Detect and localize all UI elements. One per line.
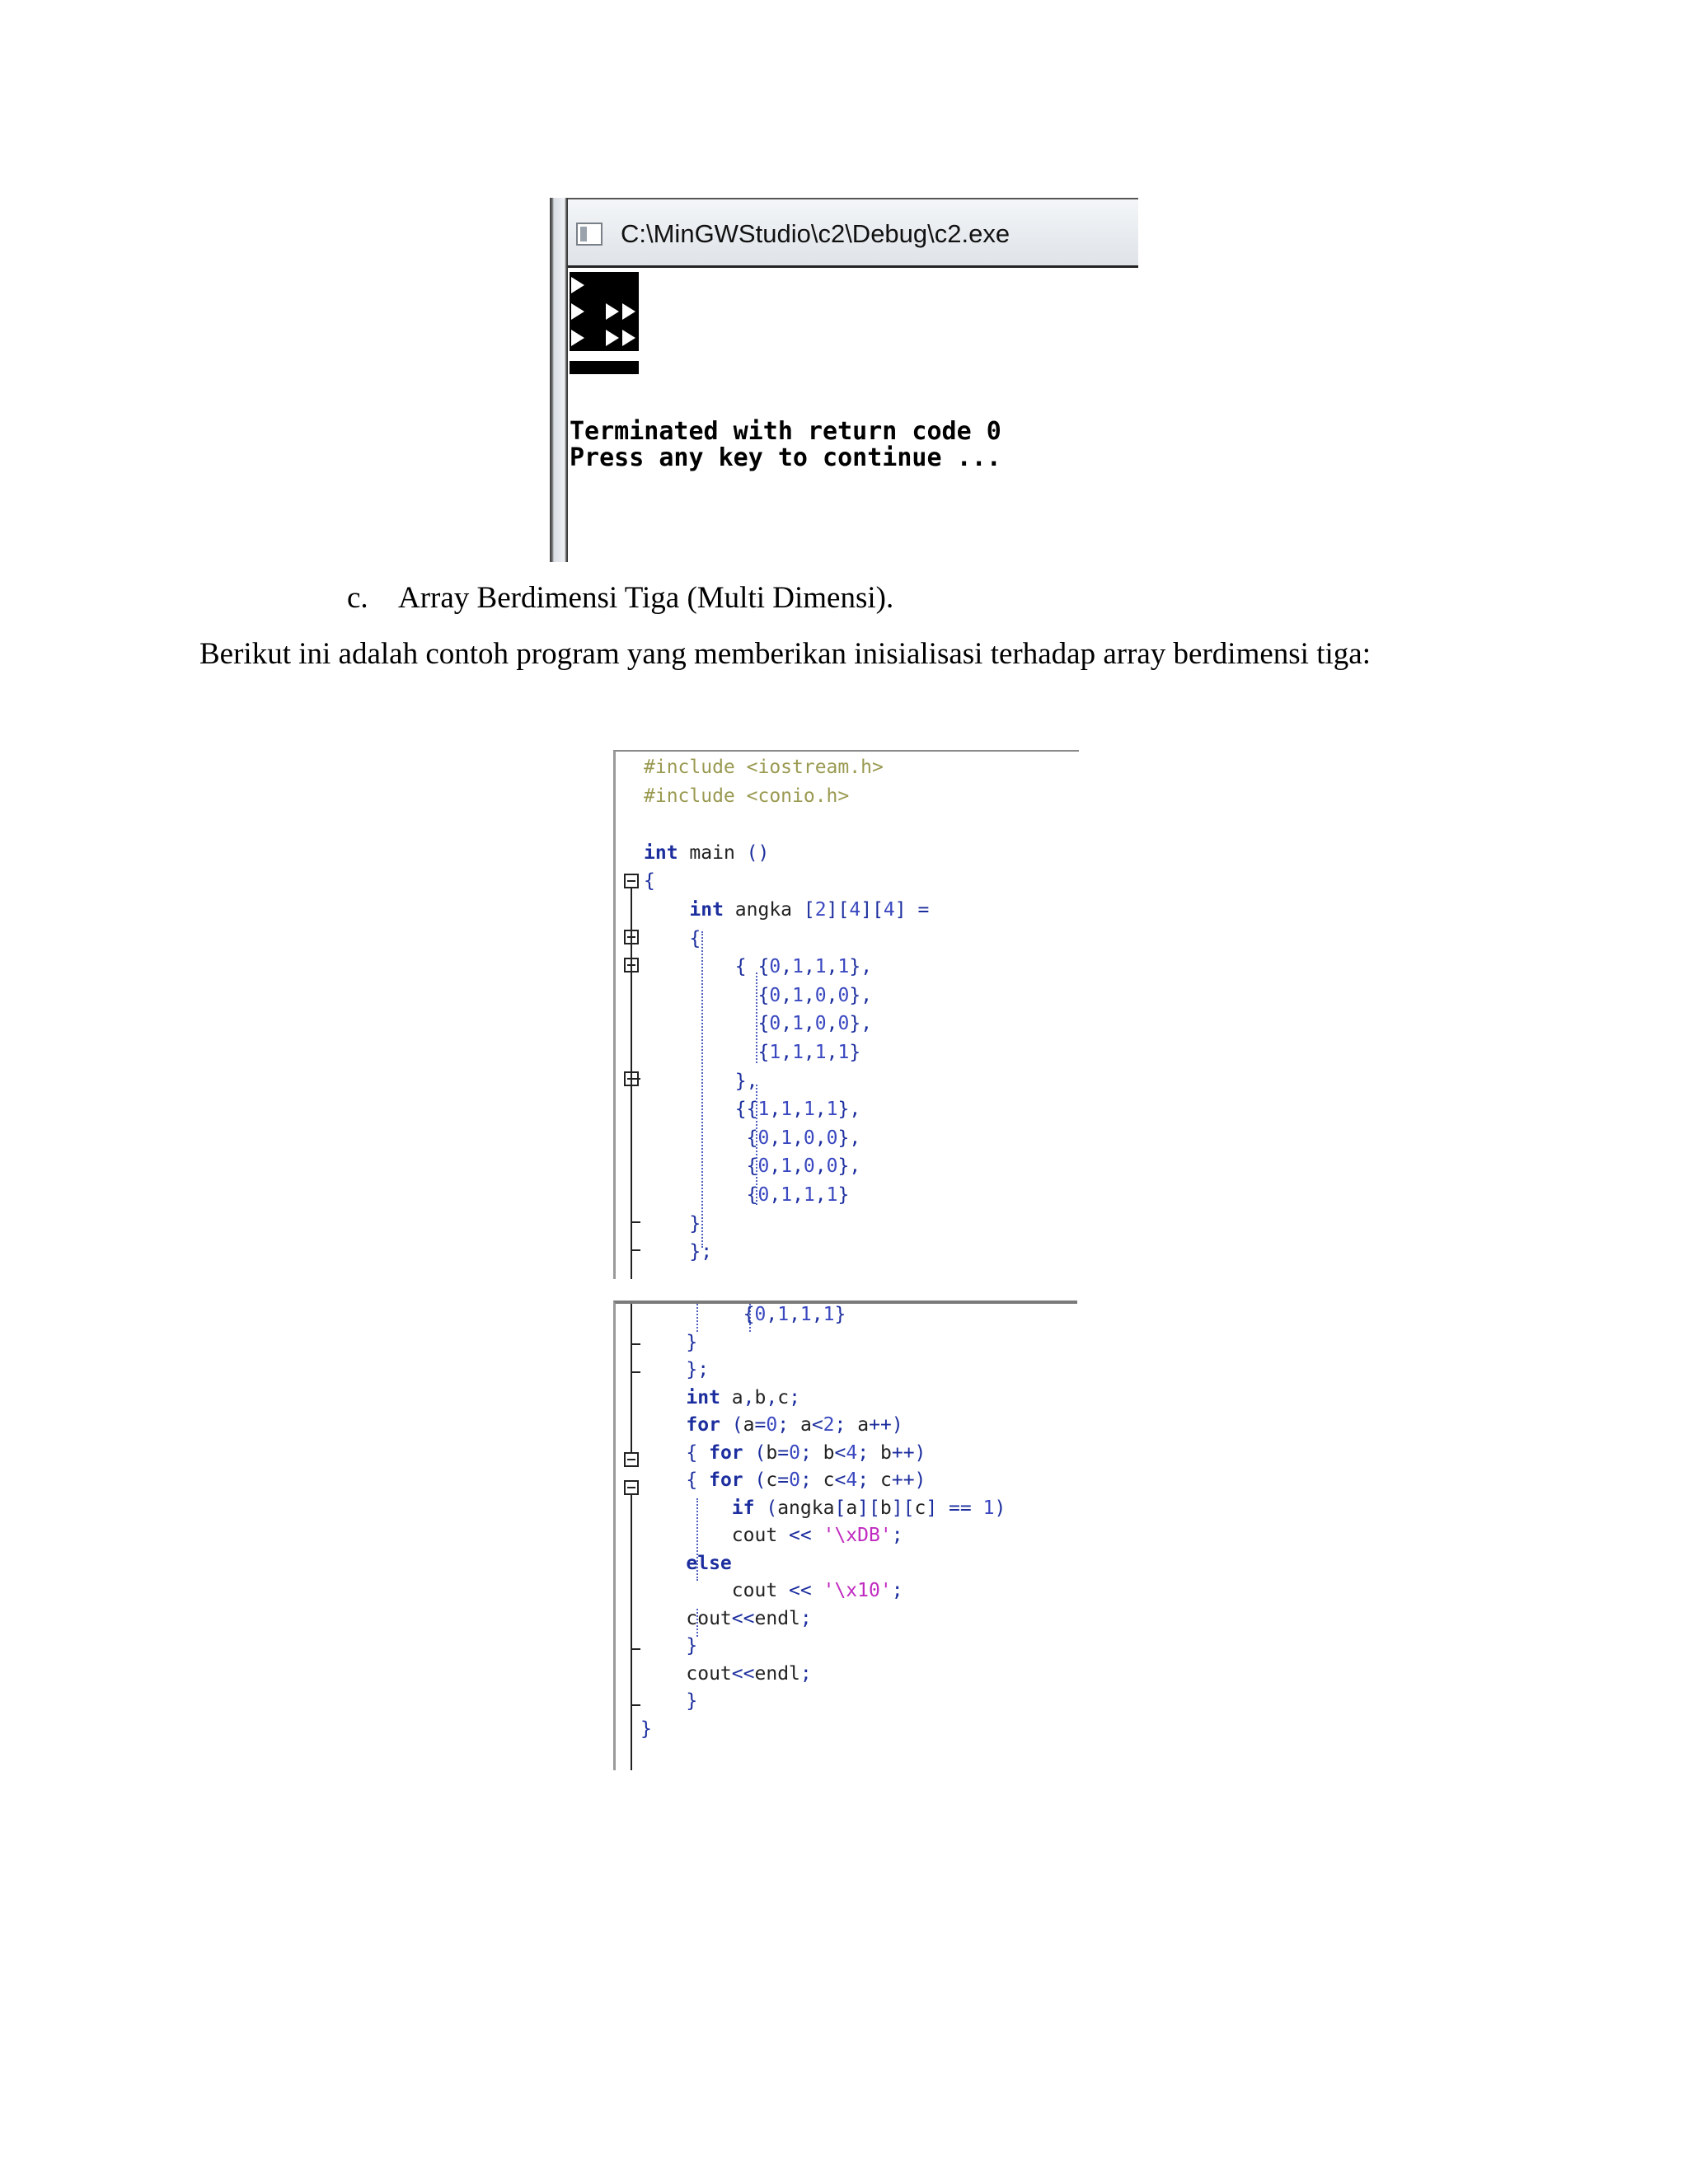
code-line: }, (734, 1070, 758, 1092)
fold-toggle-icon (624, 1452, 639, 1467)
code-line: #include <conio.h> (644, 785, 850, 807)
code-line: #include <iostream.h> (644, 757, 884, 778)
code-line: }; (689, 1241, 713, 1263)
section-paragraph: Berikut ini adalah contoh program yang memberikan inisialisasi terhadap array berdimensi tiga: (199, 637, 1371, 671)
code-line: cout << '\xDB'; (731, 1525, 903, 1546)
code-line: cout << '\x10'; (731, 1580, 903, 1601)
fold-tick (632, 1078, 640, 1080)
code-line: int angka [2][4][4] = (689, 899, 930, 921)
code-line: for (a=0; a<2; a++) (686, 1414, 903, 1436)
code-line: cout<<endl; (686, 1662, 812, 1685)
section-heading-text: Array Berdimensi Tiga (Multi Dimensi). (398, 581, 894, 615)
fold-toggle-icon (624, 874, 639, 888)
console-window-screenshot (550, 198, 1138, 562)
code-line: {0,1,0,0}, (757, 1013, 873, 1035)
code-line: { (689, 927, 701, 949)
code-line: {1,1,1,1} (757, 1042, 861, 1063)
console-window-icon (576, 223, 603, 246)
code-line: }; (686, 1359, 710, 1380)
code-screenshot-part1 (613, 750, 1079, 1279)
code-line: {0,1,1,1} (743, 1304, 846, 1325)
console-divider (568, 265, 1138, 268)
console-frame (550, 198, 568, 562)
code-line: } (686, 1635, 698, 1657)
fold-toggle-icon (624, 1480, 639, 1495)
code-line: cout<<endl; (686, 1607, 812, 1629)
code-line: {0,1,0,0}, (746, 1155, 861, 1178)
fold-tick (632, 1371, 640, 1373)
fold-tick (632, 1249, 640, 1251)
code-line: { (644, 870, 655, 893)
fold-guide (631, 1495, 632, 1770)
code-line: { for (b=0; b<4; b++) (686, 1441, 926, 1464)
code-line: {{1,1,1,1}, (734, 1099, 861, 1121)
code-line: int main () (644, 841, 770, 864)
code-line: } (689, 1212, 701, 1235)
code-line: { for (c=0; c<4; c++) (686, 1469, 926, 1491)
code-line: } (640, 1718, 652, 1740)
console-title: C:\MinGWStudio\c2\Debug\c2.exe (621, 219, 1010, 248)
fold-guide (631, 1304, 632, 1452)
code-line: {0,1,1,1} (746, 1184, 850, 1206)
console-output-line: Terminated with return code 0 (570, 417, 1001, 446)
fold-tick (632, 1704, 640, 1706)
console-output-line: Press any key to continue ... (570, 443, 1001, 472)
code-line: } (686, 1690, 698, 1712)
code-line: { {0,1,1,1}, (734, 956, 873, 978)
section-letter: c. (347, 581, 368, 615)
code-line: {0,1,0,0}, (757, 984, 873, 1006)
console-output-text (570, 419, 1001, 471)
console-titlebar (555, 198, 1138, 269)
console-screen (568, 267, 1138, 562)
code-line: {0,1,0,0}, (746, 1127, 861, 1149)
fold-guide (631, 888, 632, 1279)
code-line: } (686, 1331, 698, 1353)
section-heading (347, 580, 893, 616)
code-line: else (686, 1552, 732, 1574)
code-screenshot-part2 (613, 1301, 1077, 1770)
code-line: if (angka[a][b][c] == 1) (731, 1497, 1006, 1519)
fold-tick (632, 1648, 640, 1650)
fold-tick (632, 1343, 640, 1345)
console-output-glyphs (570, 272, 644, 379)
fold-tick (632, 1221, 640, 1223)
code-line: int a,b,c; (686, 1386, 800, 1408)
